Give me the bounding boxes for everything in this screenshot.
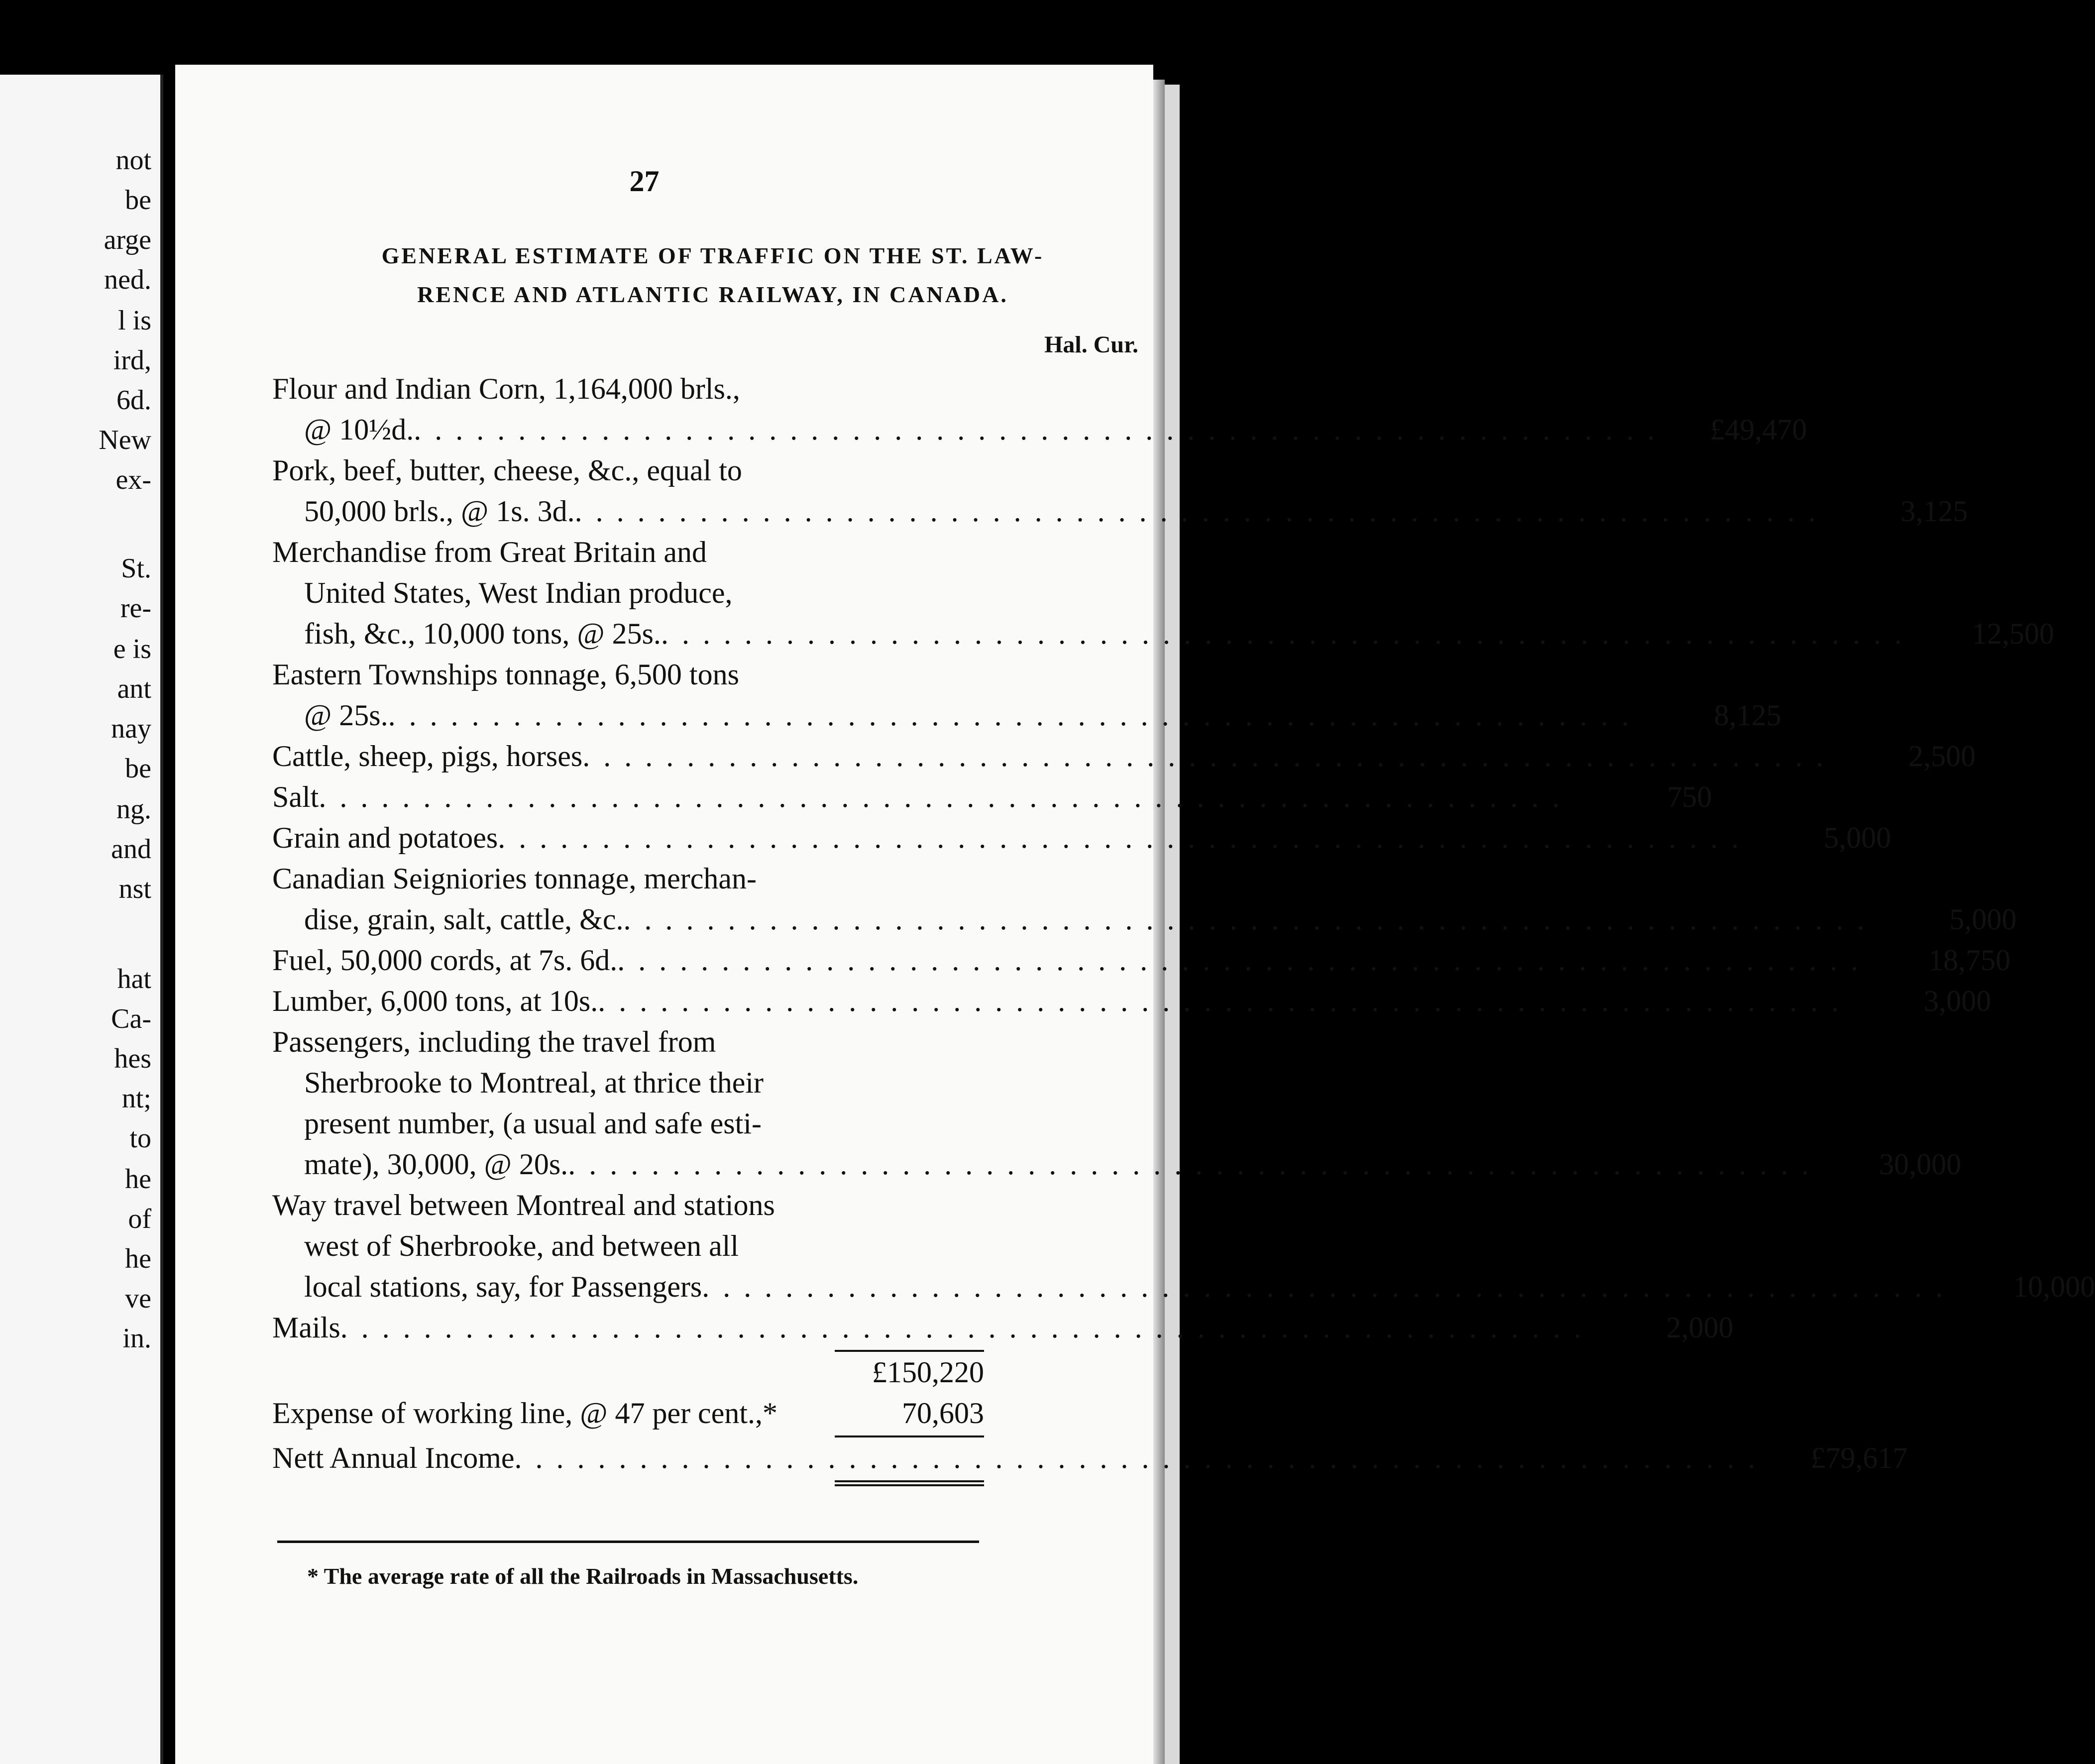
facing-page-word: l is [118, 305, 151, 336]
facing-page-sliver [0, 75, 163, 1764]
facing-page-word: e is [113, 634, 151, 664]
facing-page-word: nst [118, 874, 151, 904]
entry-line: Sherbrooke to Montreal, at thrice their [304, 1066, 764, 1099]
entry-amount: 5,000 [1949, 903, 2017, 936]
entry-line: Merchandise from Great Britain and [272, 536, 707, 568]
book-page [175, 65, 2095, 1764]
table-entry [272, 368, 1807, 450]
facing-page-word: ned. [104, 264, 151, 295]
facing-page-word: re- [120, 593, 151, 624]
heading-line-2: RENCE AND ATLANTIC RAILWAY, IN CANADA. [417, 282, 1008, 307]
entry-amount: 8,125 [1714, 699, 1781, 732]
footnote-rule [277, 1541, 979, 1543]
entry-description: mate), 30,000, @ 20s. [304, 1148, 568, 1181]
table-row [272, 695, 1781, 736]
table-row [272, 1266, 2095, 1307]
entry-amount: £49,470 [1710, 413, 1807, 446]
facing-page-word: hes [114, 1043, 151, 1074]
table-entry [272, 532, 2054, 654]
traffic-estimate-table [272, 368, 2095, 1486]
table-entry [272, 654, 1781, 736]
table-entry [272, 1185, 2095, 1307]
table-row [272, 491, 1968, 532]
entry-description: dise, grain, salt, cattle, &c. [304, 903, 624, 936]
entry-amount: 10,000 [2013, 1270, 2095, 1303]
footnote: * The average rate of all the Railroads in Massachusetts. [307, 1563, 859, 1589]
entry-description: 50,000 brls., @ 1s. 3d. [304, 495, 575, 528]
entry-amount: 750 [1667, 780, 1712, 813]
entry-line: Flour and Indian Corn, 1,164,000 brls., [272, 372, 740, 405]
facing-page-word: nt; [121, 1083, 151, 1114]
facing-page-word: St. [121, 553, 151, 584]
dot-leader: . . . . . . . . . . . . . . . . . . . . . . . . . . . . . . . . . . . . . . . . . . . . . . . . . . . . . . . . . . . . [623, 903, 1868, 936]
entry-line: Passengers, including the travel from [272, 1025, 716, 1058]
entry-line: Eastern Townships tonnage, 6,500 tons [272, 658, 739, 691]
entry-line: present number, (a usual and safe esti- [304, 1107, 762, 1140]
facing-page-word: be [125, 185, 151, 216]
entry-amount: 2,000 [1666, 1311, 1734, 1344]
table-entry [272, 736, 1976, 776]
facing-page-word: ve [125, 1283, 151, 1314]
table-row [272, 899, 2017, 940]
net-income-row [272, 1437, 1908, 1478]
table-entry [272, 981, 1991, 1021]
entry-amount: 18,750 [1928, 944, 2011, 977]
entry-description: @ 25s. [304, 699, 388, 732]
facing-page-word: ex- [115, 464, 151, 495]
facing-page-word: Ca- [111, 1003, 151, 1034]
table-entry [272, 858, 2017, 940]
expense-row [272, 1393, 984, 1433]
facing-page-word: he [125, 1164, 151, 1195]
entry-description: Nett Annual Income [272, 1441, 515, 1474]
total-amount: £150,220 [872, 1356, 984, 1389]
facing-page-word: arge [104, 224, 151, 255]
entry-amount: 2,500 [1908, 740, 1976, 772]
dot-leader: . . . . . . . . . . . . . . . . . . . . . . . . . . . . . . . . . . . . . . . . . . . . . . . . . . . . . . . . . . . . [498, 821, 1742, 854]
entry-description: @ 10½d. [304, 413, 414, 446]
table-entry [272, 450, 1968, 532]
facing-page-word: not [115, 145, 151, 176]
entry-line: west of Sherbrooke, and between all [304, 1229, 739, 1262]
facing-page-word: nay [111, 713, 151, 744]
expense-label: Expense of working line, @ 47 per cent.,* [272, 1397, 777, 1430]
dot-leader: . . . . . . . . . . . . . . . . . . . . . . . . . . . . . . . . . . . . . . . . . . . . . . . . . . . . . . . . . . . . [414, 413, 1658, 446]
facing-page-word: New [99, 425, 151, 455]
table-heading [275, 236, 1151, 314]
facing-page-word: be [125, 753, 151, 784]
total-row [272, 1352, 984, 1393]
facing-page-word: and [111, 834, 151, 865]
table-entry [272, 940, 2011, 981]
dot-leader: . . . . . . . . . . . . . . . . . . . . . . . . . . . . . . . . . . . . . . . . . . . . . . . . . . . . . . . . . . . . [319, 780, 1563, 813]
entry-line: United States, West Indian produce, [304, 576, 733, 609]
table-row [272, 613, 2054, 654]
facing-page-word: of [128, 1204, 151, 1234]
facing-page-word: ird, [113, 345, 151, 376]
dot-leader: . . . . . . . . . . . . . . . . . . . . . . . . . . . . . . . . . . . . . . . . . . . . . . . . . . . . . . . . . . . . [617, 944, 1862, 977]
table-entry [272, 817, 1891, 858]
entry-line: Way travel between Montreal and stations [272, 1189, 775, 1221]
heading-line-1: GENERAL ESTIMATE OF TRAFFIC ON THE ST. LAW- [381, 243, 1044, 268]
entry-description: Grain and potatoes [272, 821, 498, 854]
facing-page-word: ant [117, 673, 151, 704]
dot-leader: . . . . . . . . . . . . . . . . . . . . . . . . . . . . . . . . . . . . . . . . . . . . . . . . . . . . . . . . . . . . [340, 1311, 1584, 1344]
net-double-rule [835, 1480, 984, 1486]
entry-amount: 30,000 [1879, 1148, 1962, 1181]
entry-amount: £79,617 [1810, 1441, 1908, 1474]
dot-leader: . . . . . . . . . . . . . . . . . . . . . . . . . . . . . . . . . . . . . . . . . . . . . . . . . . . . . . . . . . . . [568, 1148, 1812, 1181]
dot-leader: . . . . . . . . . . . . . . . . . . . . . . . . . . . . . . . . . . . . . . . . . . . . . . . . . . . . . . . . . . . . [582, 740, 1827, 772]
expense-amount: 70,603 [902, 1397, 984, 1430]
entry-amount: 3,000 [1924, 985, 1991, 1017]
dot-leader: . . . . . . . . . . . . . . . . . . . . . . . . . . . . . . . . . . . . . . . . . . . . . . . . . . . . . . . . . . . . [598, 985, 1842, 1017]
table-entry [272, 1307, 1734, 1348]
entry-description: Mails [272, 1311, 340, 1344]
entry-amount: 3,125 [1900, 495, 1968, 528]
dot-leader: . . . . . . . . . . . . . . . . . . . . . . . . . . . . . . . . . . . . . . . . . . . . . . . . . . . . . . . . . . . . [702, 1270, 1946, 1303]
dot-leader: . . . . . . . . . . . . . . . . . . . . . . . . . . . . . . . . . . . . . . . . . . . . . . . . . . . . . . . . . . . . [514, 1441, 1759, 1474]
facing-page-word: ng. [116, 794, 151, 825]
facing-page-word: he [125, 1243, 151, 1274]
dot-leader: . . . . . . . . . . . . . . . . . . . . . . . . . . . . . . . . . . . . . . . . . . . . . . . . . . . . . . . . . . . . [661, 617, 1905, 650]
entry-description: Fuel, 50,000 cords, at 7s. 6d. [272, 944, 618, 977]
table-row [272, 940, 2011, 981]
currency-column-header: Hal. Cur. [1044, 331, 1138, 358]
entry-description: Cattle, sheep, pigs, horses [272, 740, 583, 772]
entry-description: local stations, say, for Passengers [304, 1270, 702, 1303]
table-entry [272, 776, 1712, 817]
facing-page-word: 6d. [116, 385, 151, 416]
entry-description: Salt [272, 780, 319, 813]
entry-description: Lumber, 6,000 tons, at 10s. [272, 985, 598, 1017]
entry-line: Canadian Seigniories tonnage, merchan- [272, 862, 757, 895]
table-row [272, 981, 1991, 1021]
table-row [272, 736, 1976, 776]
entry-line: Pork, beef, butter, cheese, &c., equal to [272, 454, 742, 487]
dot-leader: . . . . . . . . . . . . . . . . . . . . . . . . . . . . . . . . . . . . . . . . . . . . . . . . . . . . . . . . . . . . [388, 699, 1632, 732]
table-row [272, 817, 1891, 858]
facing-page-word: in. [122, 1323, 151, 1354]
entry-amount: 5,000 [1824, 821, 1891, 854]
facing-page-word: hat [117, 964, 151, 994]
facing-page-word: to [129, 1123, 151, 1154]
page-number: 27 [629, 165, 660, 198]
table-entry [272, 1021, 1962, 1185]
dot-leader: . . . . . . . . . . . . . . . . . . . . . . . . . . . . . . . . . . . . . . . . . . . . . . . . . . . . . . . . . . . . [574, 495, 1819, 528]
entry-amount: 12,500 [1972, 617, 2054, 650]
table-row [272, 776, 1712, 817]
entry-description: fish, &c., 10,000 tons, @ 25s. [304, 617, 661, 650]
table-row [272, 1307, 1734, 1348]
table-row [272, 409, 1807, 450]
table-row [272, 1144, 1962, 1185]
